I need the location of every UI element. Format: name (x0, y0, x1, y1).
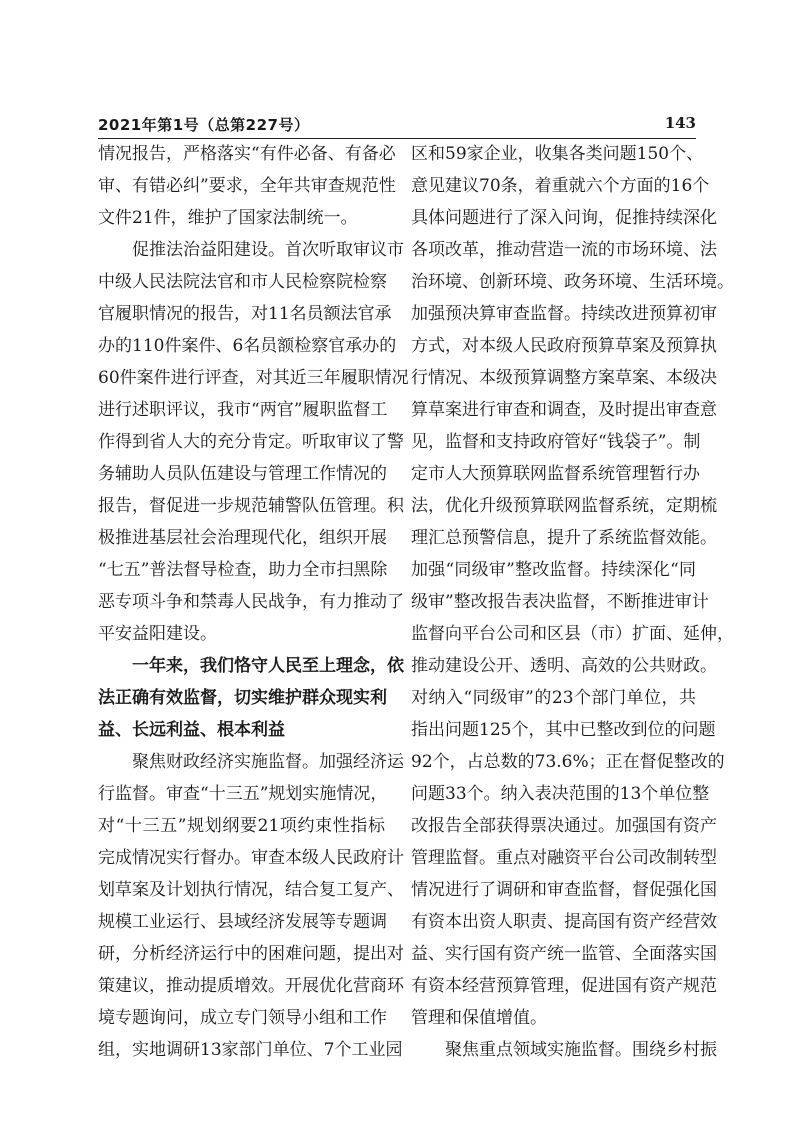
text-line: 行情况、本级预算调整方案草案、本级决 (411, 368, 717, 388)
text-line: 一年来，我们恪守人民至上理念，依 (132, 656, 404, 676)
text-line: 组，实地调研13家部门单位、7个工业园 (98, 1040, 403, 1060)
text-line: 监督向平台公司和区县（市）扩面、延伸， (411, 624, 734, 644)
text-line: 中级人民法院法官和市人民检察院检察 (98, 272, 387, 292)
text-line: 平安益阳建设。 (98, 624, 217, 644)
text-line: 聚焦财政经济实施监督。加强经济运 (132, 752, 404, 772)
text-line: 有资本出资人职责、提高国有资产经营效 (411, 912, 717, 932)
text-line: 治环境、创新环境、政务环境、生活环境。 (411, 272, 734, 292)
text-line: 定市人大预算联网监督系统管理暂行办 (411, 464, 700, 484)
text-line: 改报告全部获得票决通过。加强国有资产 (411, 816, 717, 836)
text-line: 法，优化升级预算联网监督系统，定期梳 (411, 496, 717, 516)
running-header (98, 114, 696, 139)
text-line: 行监督。审查“十三五”规划实施情况， (98, 784, 388, 804)
text-line: 益、长远利益、根本利益 (98, 720, 285, 740)
text-line: 方式，对本级人民政府预算草案及预算执 (411, 336, 717, 356)
text-line: 完成情况实行督办。审查本级人民政府计 (98, 848, 404, 868)
text-line: 情况报告，严格落实“有件必备、有备必 (98, 144, 396, 164)
text-line: 具体问题进行了深入问询，促推持续深化 (411, 208, 717, 228)
text-line: “七五”普法督导检查，助力全市扫黑除 (98, 560, 388, 580)
text-line: 恶专项斗争和禁毒人民战争，有力推动了 (98, 592, 404, 612)
text-line: 管理监督。重点对融资平台公司改制转型 (411, 848, 717, 868)
right-text-column (411, 138, 734, 1066)
text-line: 划草案及计划执行情况，结合复工复产、 (98, 880, 404, 900)
text-line: 见，监督和支持政府管好“钱袋子”。制 (411, 432, 701, 452)
text-line: 管理和保值增值。 (411, 1008, 547, 1028)
text-line: 情况进行了调研和审查监督，督促强化国 (411, 880, 717, 900)
text-line: 境专题询问，成立专门领导小组和工作 (98, 1008, 387, 1028)
text-line: 务辅助人员队伍建设与管理工作情况的 (98, 464, 387, 484)
text-line: 60件案件进行评查，对其近三年履职情况 (98, 368, 409, 388)
text-line: 92个，占总数的73.6%；正在督促整改的 (411, 752, 725, 772)
text-line: 理汇总预警信息，提升了系统监督效能。 (411, 528, 717, 548)
text-line: 研，分析经济运行中的困难问题，提出对 (98, 944, 404, 964)
text-line: 益、实行国有资产统一监管、全面落实国 (411, 944, 717, 964)
text-line: 报告，督促进一步规范辅警队伍管理。积 (98, 496, 404, 516)
text-line: 策建议，推动提质增效。开展优化营商环 (98, 976, 404, 996)
text-line: 意见建议70条，着重就六个方面的16个 (411, 176, 710, 196)
text-line: 加强“同级审”整改监督。持续深化“同 (411, 560, 696, 580)
text-line: 对“十三五”规划纲要21项约束性指标 (98, 816, 385, 836)
text-line: 对纳入“同级审”的23个部门单位，共 (411, 688, 696, 708)
text-line: 法正确有效监督，切实维护群众现实利 (98, 688, 387, 708)
text-line: 促推法治益阳建设。首次听取审议市 (132, 240, 404, 260)
text-line: 加强预决算审查监督。持续改进预算初审 (411, 304, 717, 324)
text-line: 指出问题125个，其中已整改到位的问题 (411, 720, 716, 740)
text-line: 办的110件案件、6名员额检察官承办的 (98, 336, 397, 356)
page-number: 143 (664, 114, 696, 132)
issue-label: 2021年第1号（总第227号） (98, 116, 310, 134)
text-line: 规模工业运行、县域经济发展等专题调 (98, 912, 387, 932)
text-line: 有资本经营预算管理，促进国有资产规范 (411, 976, 717, 996)
text-line: 聚焦重点领域实施监督。围绕乡村振 (445, 1040, 717, 1060)
text-line: 级审”整改报告表决监督，不断推进审计 (411, 592, 709, 612)
text-line: 文件21件，维护了国家法制统一。 (98, 208, 358, 228)
left-text-column (98, 138, 409, 1066)
text-line: 各项改革，推动营造一流的市场环境、法 (411, 240, 717, 260)
text-line: 进行述职评议，我市“两官”履职监督工 (98, 400, 388, 420)
text-line: 审、有错必纠”要求，全年共审查规范性 (98, 176, 396, 196)
text-line: 作得到省人大的充分肯定。听取审议了警 (98, 432, 404, 452)
text-line: 问题33个。纳入表决范围的13个单位整 (411, 784, 710, 804)
text-line: 极推进基层社会治理现代化，组织开展 (98, 528, 387, 548)
text-line: 推动建设公开、透明、高效的公共财政。 (411, 656, 717, 676)
text-line: 区和59家企业，收集各类问题150个、 (411, 144, 704, 164)
text-line: 官履职情况的报告，对11名员额法官承 (98, 304, 392, 324)
text-line: 算草案进行审查和调查，及时提出审查意 (411, 400, 717, 420)
